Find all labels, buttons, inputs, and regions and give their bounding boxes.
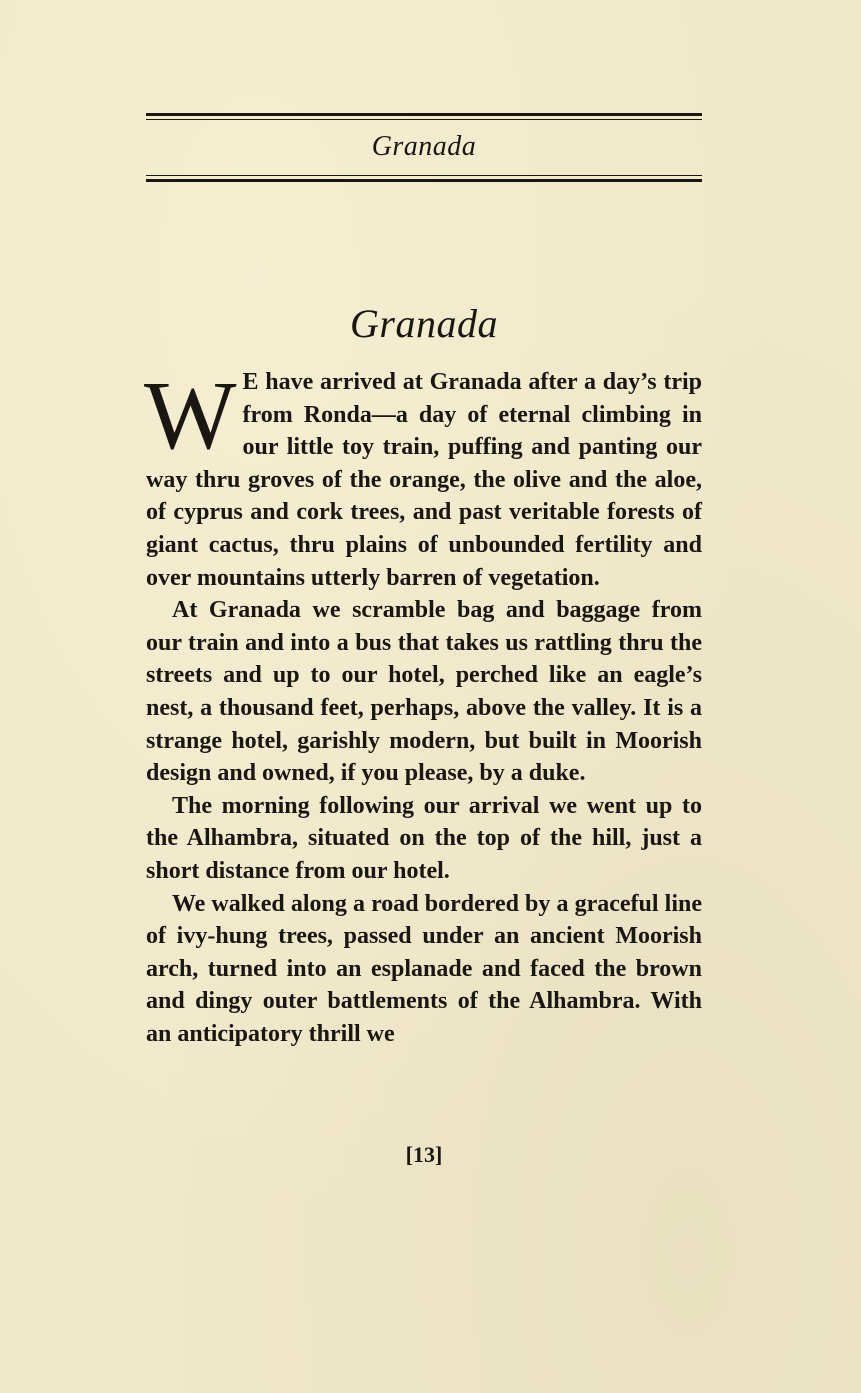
paragraph-1-text: E have arrived at Granada after a day’s trip from Ronda—a day of eternal climbing in our little toy train, puffing and panting our way thru groves of the orange, the olive and the aloe, of cyprus and cork trees, and past veritable forests of giant cactus, thru plains of unbounded fertility and over mountains utterly barren of vegetation. (146, 369, 702, 591)
body-text (144, 362, 702, 1050)
paragraph-4: We walked along a road bordered by a graceful line of ivy-hung trees, passed under an ancient Moorish arch, turned into an esplanade and faced the brown and dingy outer battlements of the Alhambra. With an anticipatory thrill we (146, 890, 702, 1047)
drop-cap: W (144, 362, 237, 470)
paragraph-2: At Granada we scramble bag and baggage from our train and into a bus that takes us rattling thru the streets and up to our hotel, perched like an eagle’s nest, a thousand feet, perhaps, above the valley. It is a strange hotel, garishly modern, but built in Moorish design and owned, if you please, by a duke. (146, 597, 702, 787)
page-number: [13] (405, 1142, 443, 1167)
chapter-title: Granada (350, 301, 498, 346)
header-rule-top (146, 113, 702, 120)
paragraph-1 (144, 362, 702, 594)
running-head: Granada (371, 131, 477, 162)
header-rule-bottom (146, 175, 702, 182)
paragraph-3: The morning following our arrival we went up to the Alhambra, situated on the top of the hill, just a short distance from our hotel. (146, 792, 702, 884)
